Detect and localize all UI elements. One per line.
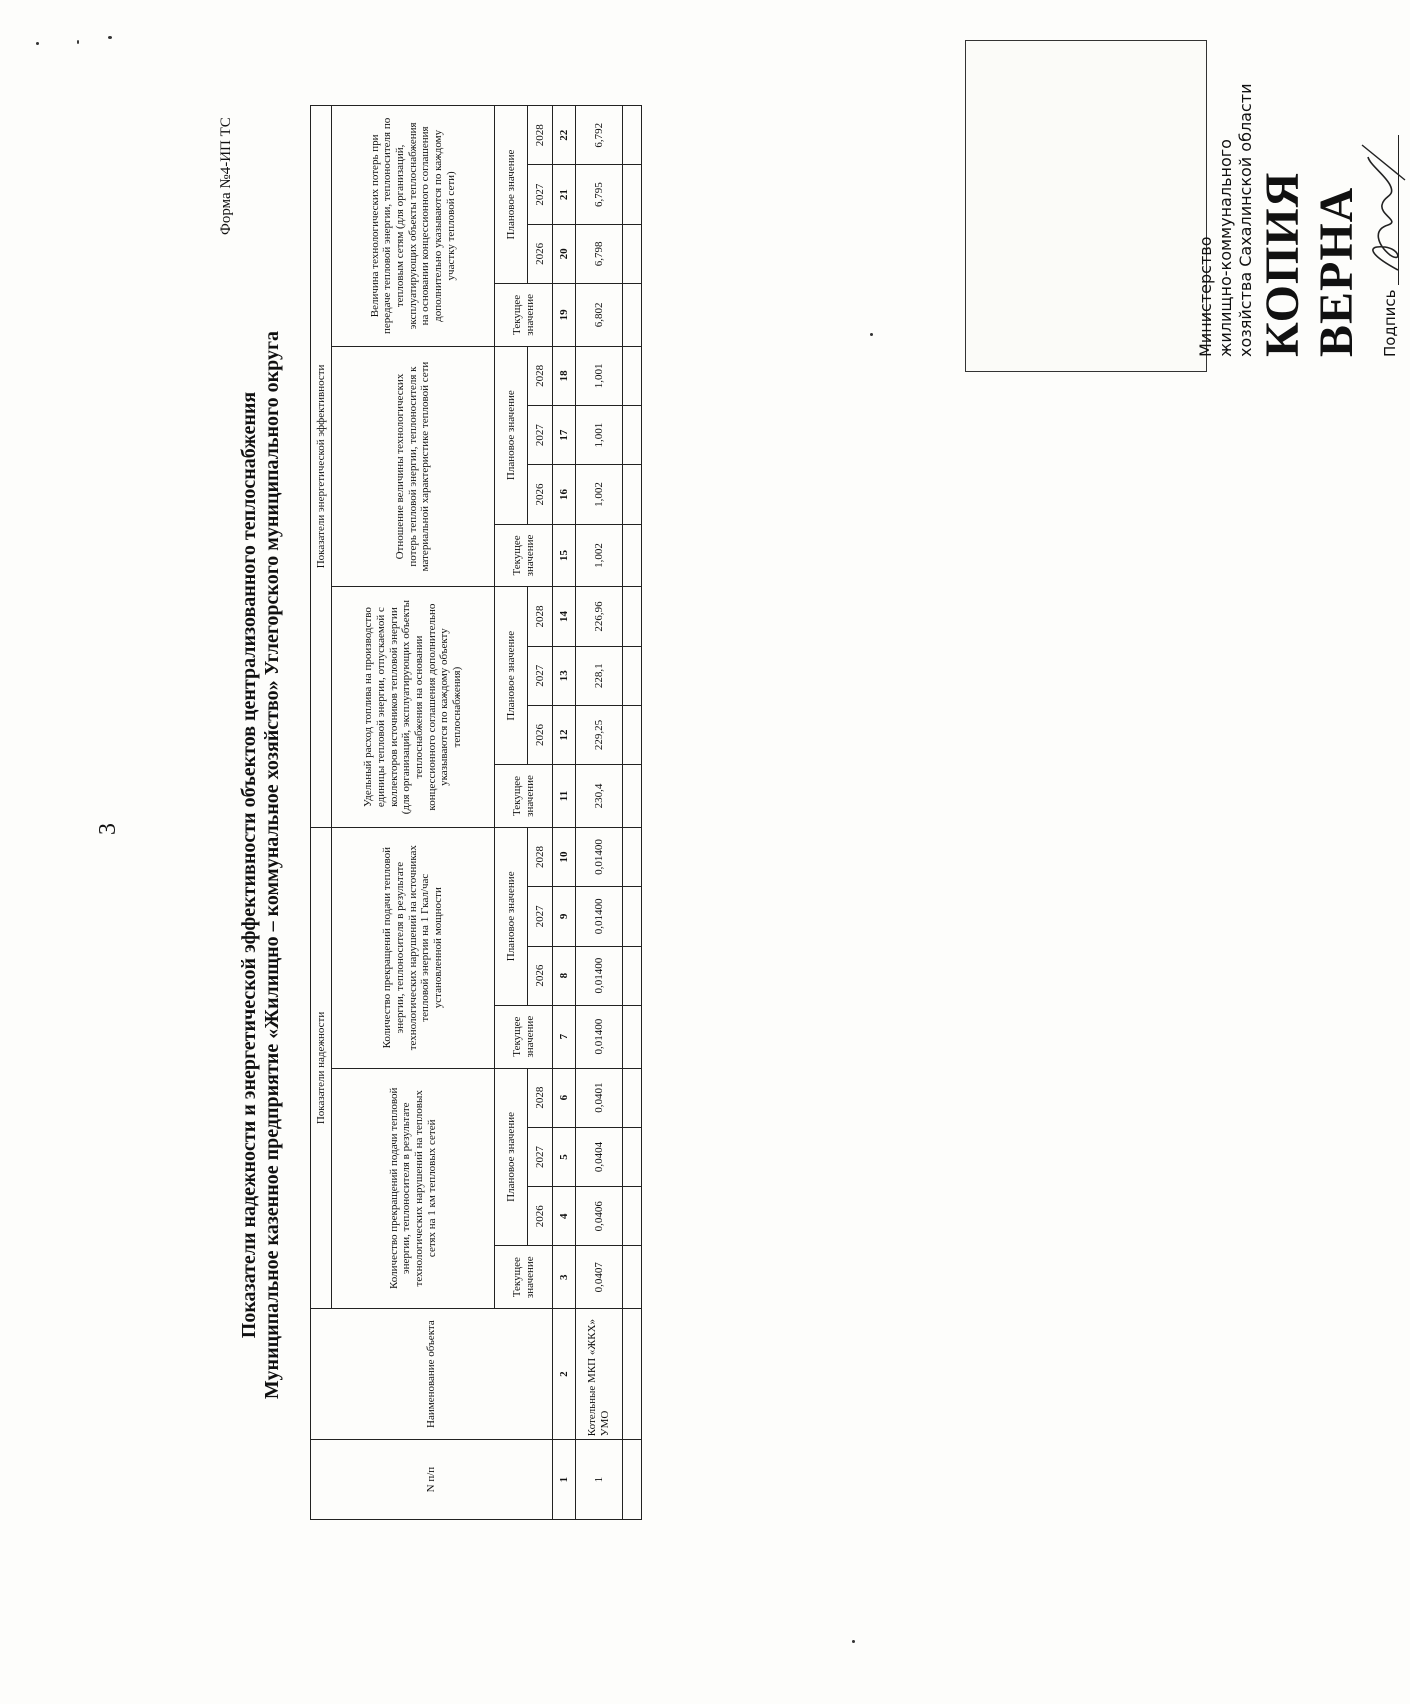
index-cell: 8 bbox=[553, 946, 576, 1005]
stamp-signature-row bbox=[1364, 52, 1399, 357]
index-cell: 19 bbox=[553, 284, 576, 347]
index-cell: 21 bbox=[553, 165, 576, 224]
title-line-1: Показатели надежности и энергетической эффективности объектов централизованного теплоснабжения bbox=[238, 391, 260, 1339]
planned-header: Плановое значение bbox=[495, 1068, 528, 1246]
speck bbox=[36, 42, 39, 45]
value-cell: 0,01400 bbox=[576, 946, 623, 1005]
index-cell: 14 bbox=[553, 587, 576, 646]
value-cell: 0,0401 bbox=[576, 1068, 623, 1127]
empty-cell bbox=[623, 1440, 642, 1520]
current-header: Текущее значение bbox=[495, 1246, 553, 1309]
index-cell: 20 bbox=[553, 224, 576, 283]
value-cell: 1,001 bbox=[576, 406, 623, 465]
table-row bbox=[576, 106, 623, 1520]
index-cell: 3 bbox=[553, 1246, 576, 1309]
planned-header: Плановое значение bbox=[495, 106, 528, 284]
col-name-header: Наименование объекта bbox=[311, 1309, 553, 1440]
value-cell: 6,792 bbox=[576, 106, 623, 165]
current-header: Текущее значение bbox=[495, 1005, 553, 1068]
year-2027: 2027 bbox=[528, 646, 553, 705]
year-2027: 2027 bbox=[528, 1127, 553, 1186]
value-cell: 0,01400 bbox=[576, 1005, 623, 1068]
year-2026: 2026 bbox=[528, 946, 553, 1005]
index-cell: 12 bbox=[553, 705, 576, 764]
signature-line bbox=[1364, 135, 1399, 285]
planned-header: Плановое значение bbox=[495, 827, 528, 1005]
index-cell: 16 bbox=[553, 465, 576, 524]
empty-cell bbox=[623, 346, 642, 405]
form-label: Форма №4-ИП ТС bbox=[218, 117, 234, 235]
value-cell: 1,002 bbox=[576, 524, 623, 587]
index-cell: 6 bbox=[553, 1068, 576, 1127]
empty-cell bbox=[623, 406, 642, 465]
empty-cell bbox=[623, 827, 642, 886]
year-2026: 2026 bbox=[528, 465, 553, 524]
index-cell: 7 bbox=[553, 1005, 576, 1068]
index-cell: 1 bbox=[553, 1440, 576, 1520]
empty-cell bbox=[623, 1127, 642, 1186]
empty-cell bbox=[623, 887, 642, 946]
empty-cell bbox=[623, 284, 642, 347]
year-2026: 2026 bbox=[528, 1187, 553, 1246]
index-cell: 5 bbox=[553, 1127, 576, 1186]
index-cell: 11 bbox=[553, 765, 576, 828]
indicator-1: Количество прекращений подачи тепловой энергии, теплоносителя в результате технологических нарушений на тепловых сетях на 1 км тепловых сетей bbox=[332, 1068, 495, 1309]
empty-cell bbox=[623, 106, 642, 165]
row-name: Котельные МКП «ЖКХ» УМО bbox=[576, 1309, 623, 1440]
value-cell: 6,802 bbox=[576, 284, 623, 347]
value-cell: 0,0407 bbox=[576, 1246, 623, 1309]
document-title bbox=[238, 225, 284, 1505]
indicators-table bbox=[310, 105, 642, 1520]
year-2027: 2027 bbox=[528, 406, 553, 465]
row-num: 1 bbox=[576, 1440, 623, 1520]
empty-cell bbox=[623, 524, 642, 587]
value-cell: 0,01400 bbox=[576, 827, 623, 886]
speck bbox=[77, 40, 79, 44]
index-cell: 9 bbox=[553, 887, 576, 946]
value-cell: 1,001 bbox=[576, 346, 623, 405]
value-cell: 0,01400 bbox=[576, 887, 623, 946]
stamp-line-2: жилищно-коммунального bbox=[1216, 139, 1235, 357]
page-number: 3 bbox=[95, 823, 121, 835]
indicator-3: Удельный расход топлива на производство единицы тепловой энергии, отпускаемой с коллекторов источников тепловой энергии (для организаций, эксплуатирующих объекты теплоснабжения на основании концессионного соглашения дополнительно указываются по каждому объекту теплоснабжения) bbox=[332, 587, 495, 828]
stamp-line-3: хозяйства Сахалинской области bbox=[1236, 83, 1255, 357]
value-cell: 6,798 bbox=[576, 224, 623, 283]
year-2028: 2028 bbox=[528, 587, 553, 646]
empty-cell bbox=[623, 705, 642, 764]
speck bbox=[870, 333, 873, 336]
certification-stamp bbox=[965, 40, 1399, 372]
empty-cell bbox=[623, 1246, 642, 1309]
index-cell: 2 bbox=[553, 1309, 576, 1440]
speck bbox=[108, 36, 112, 39]
empty-cell bbox=[623, 587, 642, 646]
empty-cell bbox=[623, 1005, 642, 1068]
empty-cell bbox=[623, 1068, 642, 1127]
index-cell: 10 bbox=[553, 827, 576, 886]
year-2028: 2028 bbox=[528, 827, 553, 886]
value-cell: 0,0404 bbox=[576, 1127, 623, 1186]
value-cell: 1,002 bbox=[576, 465, 623, 524]
indicators-table-wrap bbox=[310, 105, 642, 1520]
empty-cell bbox=[623, 1309, 642, 1440]
year-2028: 2028 bbox=[528, 1068, 553, 1127]
speck bbox=[852, 1640, 855, 1643]
year-2028: 2028 bbox=[528, 106, 553, 165]
empty-row bbox=[623, 106, 642, 1520]
group-energy: Показатели энергетической эффективности bbox=[311, 106, 332, 828]
year-2027: 2027 bbox=[528, 165, 553, 224]
empty-cell bbox=[623, 1187, 642, 1246]
current-header: Текущее значение bbox=[495, 284, 553, 347]
current-header: Текущее значение bbox=[495, 765, 553, 828]
empty-cell bbox=[623, 465, 642, 524]
year-2026: 2026 bbox=[528, 705, 553, 764]
year-2026: 2026 bbox=[528, 224, 553, 283]
index-cell: 15 bbox=[553, 524, 576, 587]
index-cell: 13 bbox=[553, 646, 576, 705]
planned-header: Плановое значение bbox=[495, 587, 528, 765]
value-cell: 6,795 bbox=[576, 165, 623, 224]
value-cell: 0,0406 bbox=[576, 1187, 623, 1246]
empty-cell bbox=[623, 165, 642, 224]
indicator-4: Отношение величины технологических потерь тепловой энергии, теплоносителя к материальной характеристике тепловой сети bbox=[332, 346, 495, 587]
col-num-header: N п/п bbox=[311, 1440, 553, 1520]
group-reliability: Показатели надежности bbox=[311, 827, 332, 1308]
value-cell: 228,1 bbox=[576, 646, 623, 705]
empty-cell bbox=[623, 765, 642, 828]
year-2027: 2027 bbox=[528, 887, 553, 946]
empty-cell bbox=[623, 646, 642, 705]
index-cell: 17 bbox=[553, 406, 576, 465]
stamp-copy-true: КОПИЯ ВЕРНА bbox=[1256, 171, 1363, 357]
index-cell: 18 bbox=[553, 346, 576, 405]
indicator-2: Количество прекращений подачи тепловой энергии, теплоносителя в результате технологических нарушений на источниках тепловой энергии на 1 Гкал/час установленной мощности bbox=[332, 827, 495, 1068]
value-cell: 230,4 bbox=[576, 765, 623, 828]
current-header: Текущее значение bbox=[495, 524, 553, 587]
index-row bbox=[553, 106, 576, 1520]
value-cell: 229,25 bbox=[576, 705, 623, 764]
indicator-5: Величина технологических потерь при передаче тепловой энергии, теплоносителя по тепловым сетям (для организаций, эксплуатирующих объекты теплоснабжения на основании концессионного соглашения дополнительно указываются по каждому участку тепловой сети) bbox=[332, 106, 495, 347]
value-cell: 226,96 bbox=[576, 587, 623, 646]
empty-cell bbox=[623, 946, 642, 1005]
index-cell: 4 bbox=[553, 1187, 576, 1246]
title-line-2: Муниципальное казенное предприятие «Жилищно – коммунальное хозяйство» Углегорского муниципального округа bbox=[261, 330, 283, 1400]
stamp-sign-label: Подпись bbox=[1381, 289, 1399, 357]
planned-header: Плановое значение bbox=[495, 346, 528, 524]
stamp-content bbox=[1196, 52, 1399, 357]
index-cell: 22 bbox=[553, 106, 576, 165]
year-2028: 2028 bbox=[528, 346, 553, 405]
empty-cell bbox=[623, 224, 642, 283]
signature-icon bbox=[1360, 135, 1410, 275]
stamp-line-1: Министерство bbox=[1196, 236, 1215, 357]
